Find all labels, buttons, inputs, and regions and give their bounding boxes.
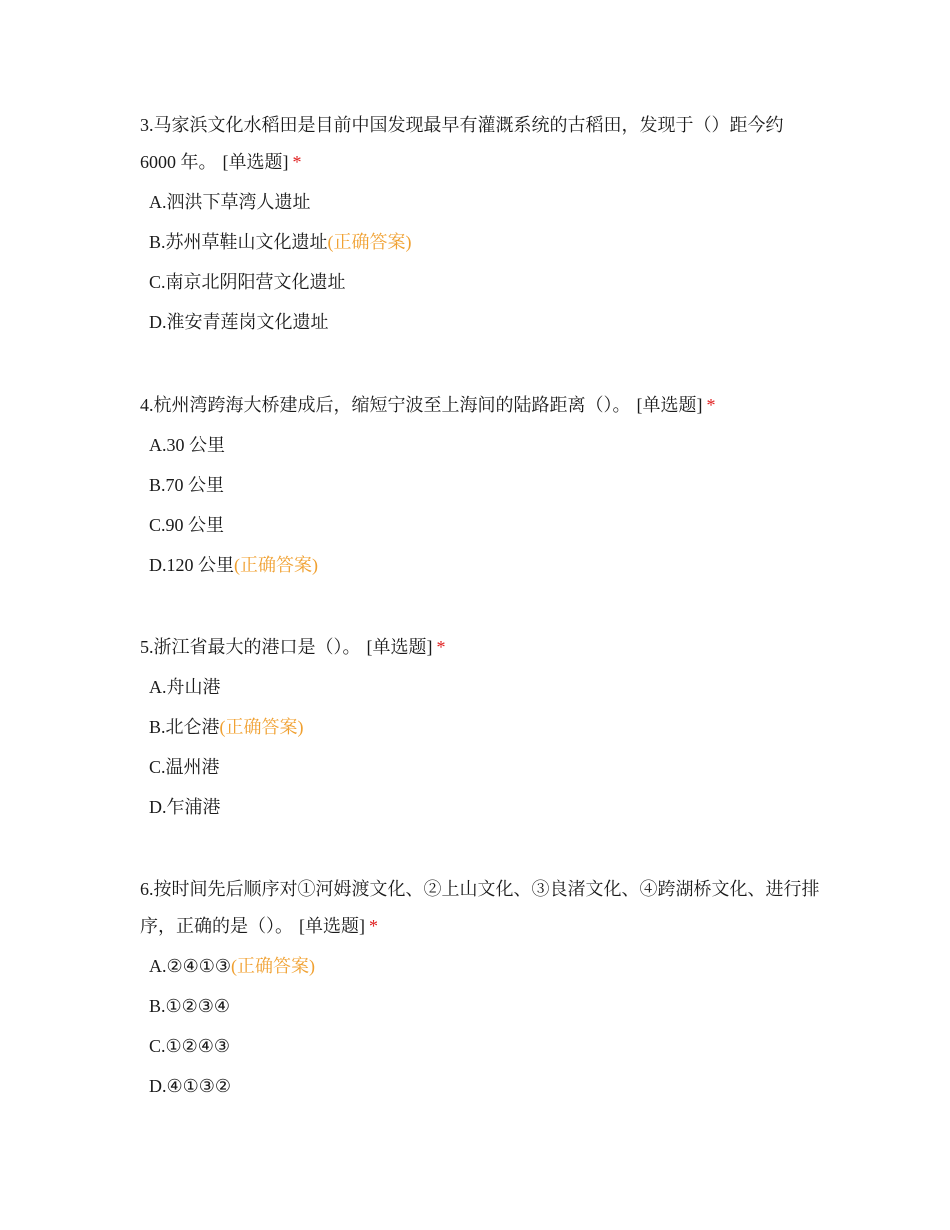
option-text: A.舟山港	[149, 677, 221, 697]
correct-answer-tag: (正确答案)	[231, 956, 316, 976]
option-c	[149, 755, 820, 779]
question-3	[140, 107, 820, 334]
option-list	[140, 675, 820, 819]
option-b	[149, 994, 820, 1018]
option-text: B.70 公里	[149, 475, 225, 495]
option-a	[149, 190, 820, 214]
option-b	[149, 715, 820, 739]
question-4	[140, 387, 820, 577]
option-text: D.淮安青莲岗文化遗址	[149, 312, 329, 332]
option-text: C.温州港	[149, 757, 220, 777]
option-d	[149, 553, 820, 577]
correct-answer-tag: (正确答案)	[219, 717, 304, 737]
option-c	[149, 513, 820, 537]
option-a	[149, 433, 820, 457]
question-text: 6.按时间先后顺序对①河姆渡文化、②上山文化、③良渚文化、④跨湖桥文化、进行排序，正确的是（）。	[140, 879, 820, 936]
required-mark: *	[369, 916, 378, 936]
option-text: C.①②④③	[149, 1036, 231, 1056]
question-text: 3.马家浜文化水稻田是目前中国发现最早有灌溉系统的古稻田，发现于（）距今约 6000 年。	[140, 115, 784, 172]
option-text: A.②④①③	[149, 956, 232, 976]
option-text: A.泗洪下草湾人遗址	[149, 192, 311, 212]
question-type-label: [单选题]	[299, 916, 365, 936]
option-c	[149, 1034, 820, 1058]
question-text: 4.杭州湾跨海大桥建成后，缩短宁波至上海间的陆路距离（）。	[140, 395, 631, 415]
option-a	[149, 954, 820, 978]
option-c	[149, 270, 820, 294]
option-d	[149, 310, 820, 334]
required-mark: *	[436, 637, 446, 657]
question-type-label: [单选题]	[636, 395, 703, 415]
question-text: 5.浙江省最大的港口是（）。	[140, 637, 361, 657]
option-text: D.120 公里	[149, 555, 234, 575]
option-text: A.30 公里	[149, 435, 225, 455]
option-list	[140, 433, 820, 577]
required-mark: *	[706, 395, 716, 415]
option-list	[140, 954, 820, 1098]
question-6	[140, 871, 820, 1098]
question-title	[140, 871, 820, 945]
option-text: D.④①③②	[149, 1076, 232, 1096]
option-text: B.①②③④	[149, 996, 231, 1016]
question-type-label: [单选题]	[222, 152, 289, 172]
option-list	[140, 190, 820, 334]
option-text: D.乍浦港	[149, 797, 221, 817]
question-title	[140, 629, 820, 666]
question-type-label: [单选题]	[366, 637, 433, 657]
question-5	[140, 629, 820, 819]
option-b	[149, 473, 820, 497]
correct-answer-tag: (正确答案)	[327, 232, 412, 252]
question-title	[140, 387, 820, 424]
correct-answer-tag: (正确答案)	[234, 555, 318, 575]
option-text: B.苏州草鞋山文化遗址	[149, 232, 328, 252]
option-text: C.南京北阴阳营文化遗址	[149, 272, 346, 292]
question-title	[140, 107, 820, 181]
option-a	[149, 675, 820, 699]
option-text: B.北仑港	[149, 717, 220, 737]
required-mark: *	[292, 152, 302, 172]
option-b	[149, 230, 820, 254]
option-text: C.90 公里	[149, 515, 225, 535]
option-d	[149, 795, 820, 819]
option-d	[149, 1074, 820, 1098]
